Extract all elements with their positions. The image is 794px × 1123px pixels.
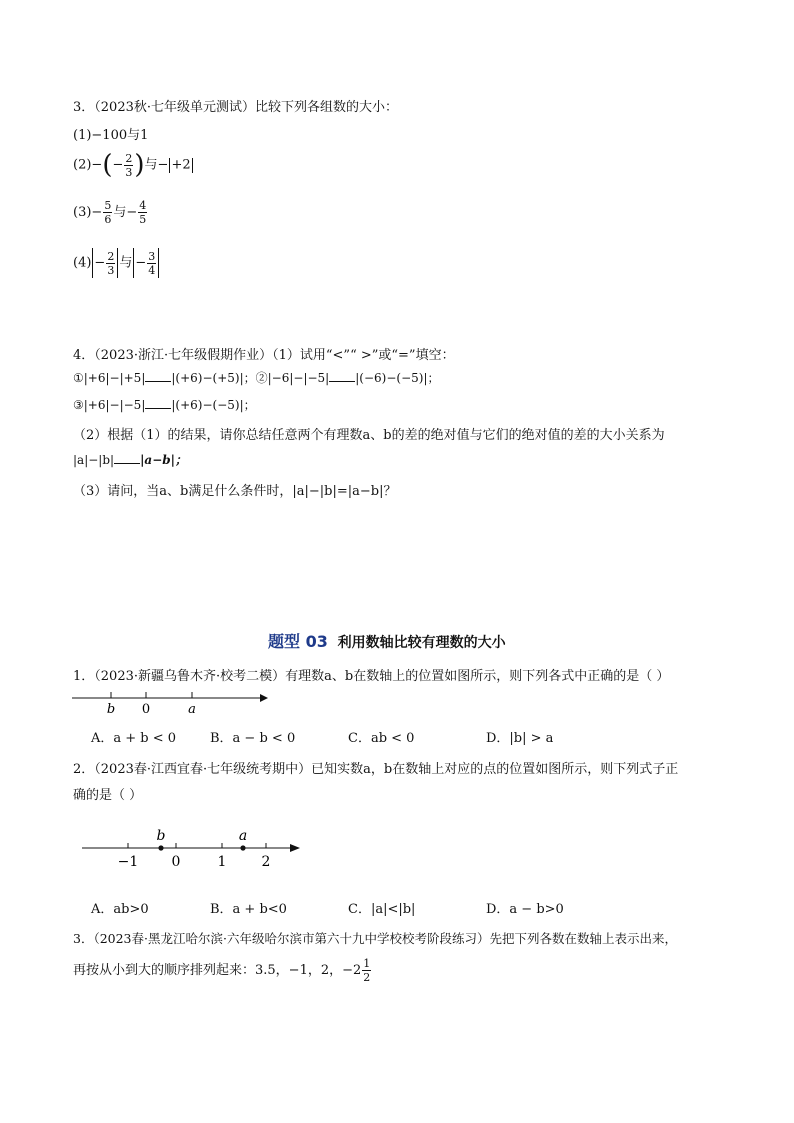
section-heading: 利用数轴比较有理数的大小	[337, 635, 506, 651]
fraction	[138, 200, 147, 225]
q3-part4-mid: 与	[119, 255, 133, 271]
q3-part1: (1)−100与1	[73, 128, 149, 143]
answer-blank[interactable]	[145, 398, 171, 409]
tick-label-minus1: −1	[117, 854, 139, 870]
q3-part3	[73, 200, 148, 225]
numerator: 4	[139, 199, 147, 212]
q4-part2-answer	[73, 451, 187, 468]
abs-bar-icon	[158, 248, 159, 278]
fraction	[362, 958, 371, 983]
q4-line2	[73, 396, 256, 413]
point-a	[240, 845, 245, 850]
s1-option-b: B．a − b < 0	[210, 731, 296, 746]
label-a: a	[188, 702, 196, 717]
arrow-icon	[290, 844, 300, 852]
label-b: b	[156, 828, 166, 844]
label-a: a	[238, 828, 248, 844]
q4-line2-b: |(+6)−(−5)|；	[171, 398, 256, 412]
q3-stem: 3．（2023秋·七年级单元测试）比较下列各组数的大小：	[73, 100, 398, 115]
q4-part2-rhs: |a−b|；	[140, 453, 188, 467]
numerator: 1	[363, 957, 371, 970]
s3-stem-line1: 3．（2023春·黑龙江哈尔滨·六年级哈尔滨市第六十九中学校校考阶段练习）先把下列各数在数轴上表示出来，	[73, 931, 677, 946]
abs-bar-icon	[133, 248, 134, 278]
numerator: 2	[125, 151, 133, 165]
tick-label-2: 2	[261, 854, 271, 870]
s2-option-a: A．ab>0	[91, 902, 149, 917]
s1-stem: 1．（2023·新疆乌鲁木齐·校考二模）有理数a、b在数轴上的位置如图所示，则下列各式中正确的是（ ）	[73, 669, 670, 684]
fraction	[103, 200, 112, 225]
abs-bar-icon	[92, 248, 93, 278]
abs-bar-icon	[192, 158, 193, 173]
s2-number-line	[80, 824, 306, 870]
s3-numbers: 再按从小到大的顺序排列起来：3.5，−1，2，−2	[73, 963, 362, 978]
q4-line2-a: ③|+6|−|−5|	[73, 398, 146, 412]
denominator: 6	[104, 213, 112, 226]
label-0: 0	[141, 702, 151, 717]
left-paren-icon: (	[102, 150, 113, 180]
q4-line1-c: |(−6)−(−5)|；	[355, 371, 440, 385]
s1-option-a: A．a + b < 0	[91, 731, 177, 746]
q4-part2-lhs: |a|−|b|	[73, 453, 115, 467]
q3-part2: (2)−(− $\frac{2}{3}$ )与− +2	[73, 150, 191, 180]
q4-part2: （2）根据（1）的结果，请你总结任意两个有理数a、b的差的绝对值与它们的绝对值的差的大小关系为	[73, 428, 665, 443]
q3-part2-prefix: (2)−	[73, 157, 103, 173]
denominator: 4	[148, 263, 156, 277]
point-b	[158, 845, 163, 850]
s2-stem-line1: 2．（2023春·江西宜春·七年级统考期中）已知实数a，b在数轴上对应的点的位置如图所示，则下列式子正	[73, 762, 679, 777]
section-tag: 题型 03	[268, 632, 328, 651]
numerator: 5	[104, 199, 112, 212]
s1-option-c: C．ab < 0	[348, 731, 415, 746]
numerator: 2	[107, 249, 115, 263]
label-b: b	[106, 702, 116, 717]
arrow-icon	[260, 694, 268, 702]
q4-line1	[73, 369, 439, 386]
fraction	[124, 153, 133, 178]
q3-part3-mid: 与−	[113, 205, 138, 220]
fraction	[147, 251, 156, 276]
denominator: 3	[125, 165, 133, 179]
answer-blank[interactable]	[329, 371, 355, 382]
q4-line1-a: ①|+6|−|+5|	[73, 371, 146, 385]
fraction	[106, 251, 115, 276]
q3-part2-mid: 与−	[144, 157, 169, 173]
q4-part3: （3）请问，当a、b满足什么条件时，|a|−|b|=|a−b|？	[73, 484, 397, 499]
q3-part3-prefix: (3)−	[73, 205, 103, 220]
answer-blank[interactable]	[145, 371, 171, 382]
s2-option-d: D．a − b>0	[486, 902, 564, 917]
q3-part4: (4) − $\frac{2}{3}$ 与 − $\frac{3}{4}$	[73, 248, 160, 278]
tick-label-1: 1	[217, 854, 227, 870]
s2-stem-line2: 确的是（ ）	[73, 788, 143, 803]
numerator: 3	[148, 249, 156, 263]
s2-option-b: B．a + b<0	[210, 902, 287, 917]
tick-label-0: 0	[171, 854, 181, 870]
denominator: 3	[107, 263, 115, 277]
s2-option-c: C．|a|<|b|	[348, 902, 416, 917]
s1-number-line	[70, 688, 270, 718]
q4-line1-b: |(+6)−(+5)|；②|−6|−|−5|	[171, 371, 330, 385]
denominator: 5	[139, 213, 147, 226]
denominator: 2	[363, 971, 371, 984]
q3-part2-abs: +2	[171, 157, 191, 173]
q3-part4-prefix: (4)	[73, 255, 92, 271]
q4-stem: 4．（2023·浙江·七年级假期作业）（1）试用“<”“ >”或“=”填空：	[73, 348, 455, 363]
s1-option-d: D．|b| > a	[486, 731, 554, 746]
right-paren-icon: )	[134, 150, 145, 180]
section-title	[268, 629, 506, 652]
s3-stem-line2	[73, 958, 372, 983]
answer-blank[interactable]	[114, 453, 140, 464]
